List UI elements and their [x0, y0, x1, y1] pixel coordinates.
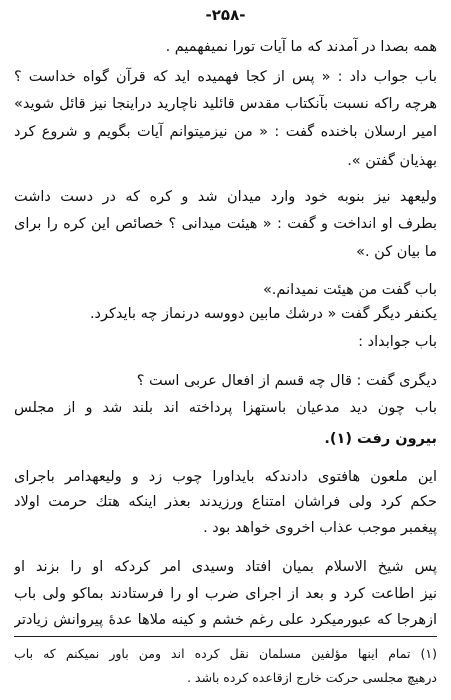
body-line: پس شیخ الاسلام بمیان افتاد وسیدی امر کردکه او را بزند او: [14, 559, 437, 575]
body-line: باب چون دید مدعیان باستهزا پرداخته اند بلند شد و از مجلس: [14, 400, 437, 416]
footnote-line: (۱) تمام اینها مؤلفین مسلمان نقل کرده اند ومن باور نمیکنم که باب: [14, 646, 437, 661]
footnote-line: درهیچ مجلسی حرکت خارج ازقاعده کرده باشد .: [187, 670, 437, 685]
body-line: ولیعهد نیز بنوبه خود وارد میدان شد و کره که در دست داشت: [14, 189, 437, 205]
body-line: باب گفت من هیئت نمیدانم.»: [262, 282, 437, 298]
body-line: باب جواب داد : « پس از کجا فهمیده اید که قرآن گواه خداست ؟: [14, 69, 437, 85]
body-line: بهذیان گفتن ».: [347, 153, 437, 169]
body-line: نیز اطاعت کرد و بعد از اجرای ضرب او را فرستادند بماکو ولی باب: [14, 586, 437, 602]
body-line: ما بیان کن .»: [356, 244, 437, 260]
body-line: بطرف او انداخت و گفت : « هیئت میدانی ؟ خصائص این کره را برای: [14, 216, 437, 232]
body-line: امیر ارسلان باخنده گفت : « من نیزمیتوانم آیات بگویم و شروع کرد: [14, 124, 437, 140]
footnote-divider: [14, 636, 437, 637]
body-line: باب جوابداد :: [358, 334, 437, 350]
body-line: هرچه راکه نسبت بآنکتاب مقدس قائلید ناچارید دراینجا نیز قائل شوید»: [14, 96, 437, 112]
body-line: این ملعون هافتوی دادندکه بایداورا چوب زد و ولیعهدامر باجرای: [14, 469, 437, 485]
body-line: پیغمبر موجب عذاب اخروی خواهد بود .: [203, 520, 437, 536]
body-line: حکم کرد ولی فراشان امتناع ورزیدند بعذر اینکه هتك حرمت اولاد: [14, 494, 437, 510]
body-line: دیگری گفت : قال چه قسم از افعال عربی است ؟: [136, 373, 437, 389]
body-line: بیرون رفت (۱).: [324, 431, 437, 447]
body-line: یکنفر دیگر گفت « درشك مابین دووسه درنماز چه بایدکرد.: [89, 306, 437, 322]
body-line: همه بصدا در آمدند که ما آیات تورا نمیفهمیم .: [165, 39, 437, 55]
body-line: ازهرجا که عبورمیکرد علی رغم خشم و کینه ملاها عدهٔ پیروانش زیادتر: [14, 612, 437, 628]
page-number: -۲۵۸-: [205, 6, 246, 24]
